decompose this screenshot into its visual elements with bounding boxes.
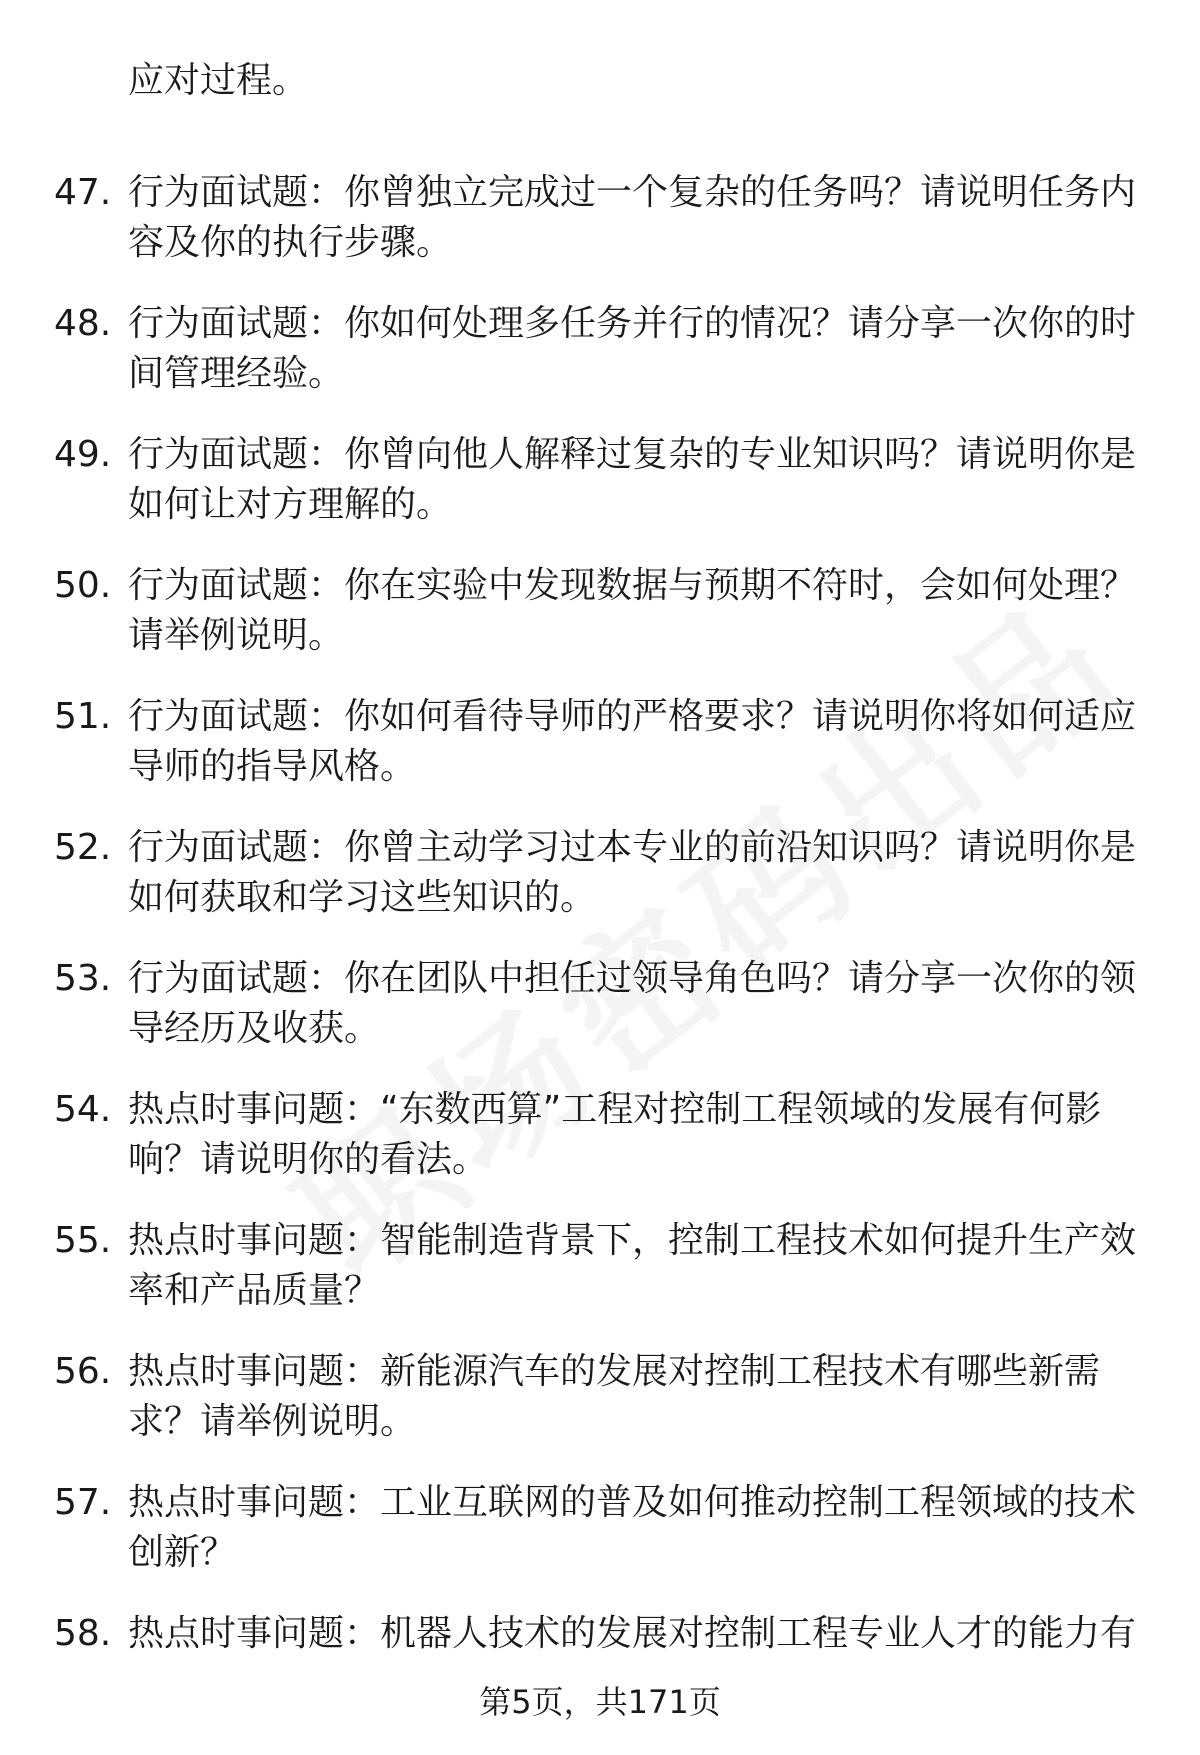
- list-item-47: [0, 168, 1200, 268]
- item-number: 57.: [54, 1482, 112, 1523]
- item-text-line1: 行为面试题：你如何看待导师的严格要求？请说明你将如何适应: [128, 696, 1137, 737]
- item-text-line2: 如何获取和学习这些知识的。: [128, 877, 597, 918]
- item-number: 55.: [54, 1220, 112, 1261]
- item-number: 53.: [54, 958, 112, 999]
- list-item-53: [0, 954, 1200, 1054]
- item-text-line1: 热点时事问题：工业互联网的普及如何推动控制工程领域的技术: [128, 1482, 1137, 1523]
- item-text-line1: 行为面试题：你在实验中发现数据与预期不符时，会如何处理？: [128, 565, 1137, 606]
- item-text-line1: 行为面试题：你曾独立完成过一个复杂的任务吗？请说明任务内: [128, 172, 1137, 213]
- item-number: 48.: [54, 303, 112, 344]
- item-text-line1: 行为面试题：你如何处理多任务并行的情况？请分享一次你的时: [128, 303, 1137, 344]
- list-item-50: [0, 561, 1200, 661]
- item-number: 49.: [54, 434, 112, 475]
- list-item-48: [0, 299, 1200, 399]
- item-number: 50.: [54, 565, 112, 606]
- item-text-line2: 率和产品质量？: [128, 1270, 381, 1311]
- item-text-line2: 导经历及收获。: [128, 1008, 381, 1049]
- item-text-line2: 导师的指导风格。: [128, 746, 417, 787]
- list-item-55: [0, 1216, 1200, 1316]
- question-list: [0, 56, 1200, 1659]
- item-number: 47.: [54, 172, 112, 213]
- item-number: 51.: [54, 696, 112, 737]
- item-number: 56.: [54, 1351, 112, 1392]
- list-item-49: [0, 430, 1200, 530]
- item-text-line1: 热点时事问题：机器人技术的发展对控制工程专业人才的能力有: [128, 1613, 1137, 1654]
- item-number: 58.: [54, 1613, 112, 1654]
- item-text-line1: 行为面试题：你在团队中担任过领导角色吗？请分享一次你的领: [128, 958, 1137, 999]
- item-text-line2: 响？请说明你的看法。: [128, 1139, 489, 1180]
- continuation-line: 应对过程。: [128, 60, 309, 101]
- item-text-line1: 行为面试题：你曾主动学习过本专业的前沿知识吗？请说明你是: [128, 827, 1137, 868]
- item-text-line1: 热点时事问题：智能制造背景下，控制工程技术如何提升生产效: [128, 1220, 1137, 1261]
- item-text-line1: 行为面试题：你曾向他人解释过复杂的专业知识吗？请说明你是: [128, 434, 1137, 475]
- list-item-56: [0, 1347, 1200, 1447]
- list-item-54: [0, 1085, 1200, 1185]
- item-text-line2: 求？请举例说明。: [128, 1401, 417, 1442]
- list-item-57: [0, 1478, 1200, 1578]
- list-item-51: [0, 692, 1200, 792]
- item-text-line1: 热点时事问题：“东数西算”工程对控制工程领域的发展有何影: [128, 1089, 1102, 1130]
- item-text-line2: 间管理经验。: [128, 353, 345, 394]
- item-number: 52.: [54, 827, 112, 868]
- item-text-line2: 如何让对方理解的。: [128, 484, 453, 525]
- item-text-line2: 创新？: [128, 1532, 237, 1573]
- item-text-line2: 请举例说明。: [128, 615, 345, 656]
- page-footer: 第5页，共171页: [479, 1683, 721, 1721]
- item-text-line2: 容及你的执行步骤。: [128, 222, 453, 263]
- list-item-58: [0, 1609, 1200, 1659]
- list-item-52: [0, 823, 1200, 923]
- item-text-line1: 热点时事问题：新能源汽车的发展对控制工程技术有哪些新需: [128, 1351, 1101, 1392]
- item-number: 54.: [54, 1089, 112, 1130]
